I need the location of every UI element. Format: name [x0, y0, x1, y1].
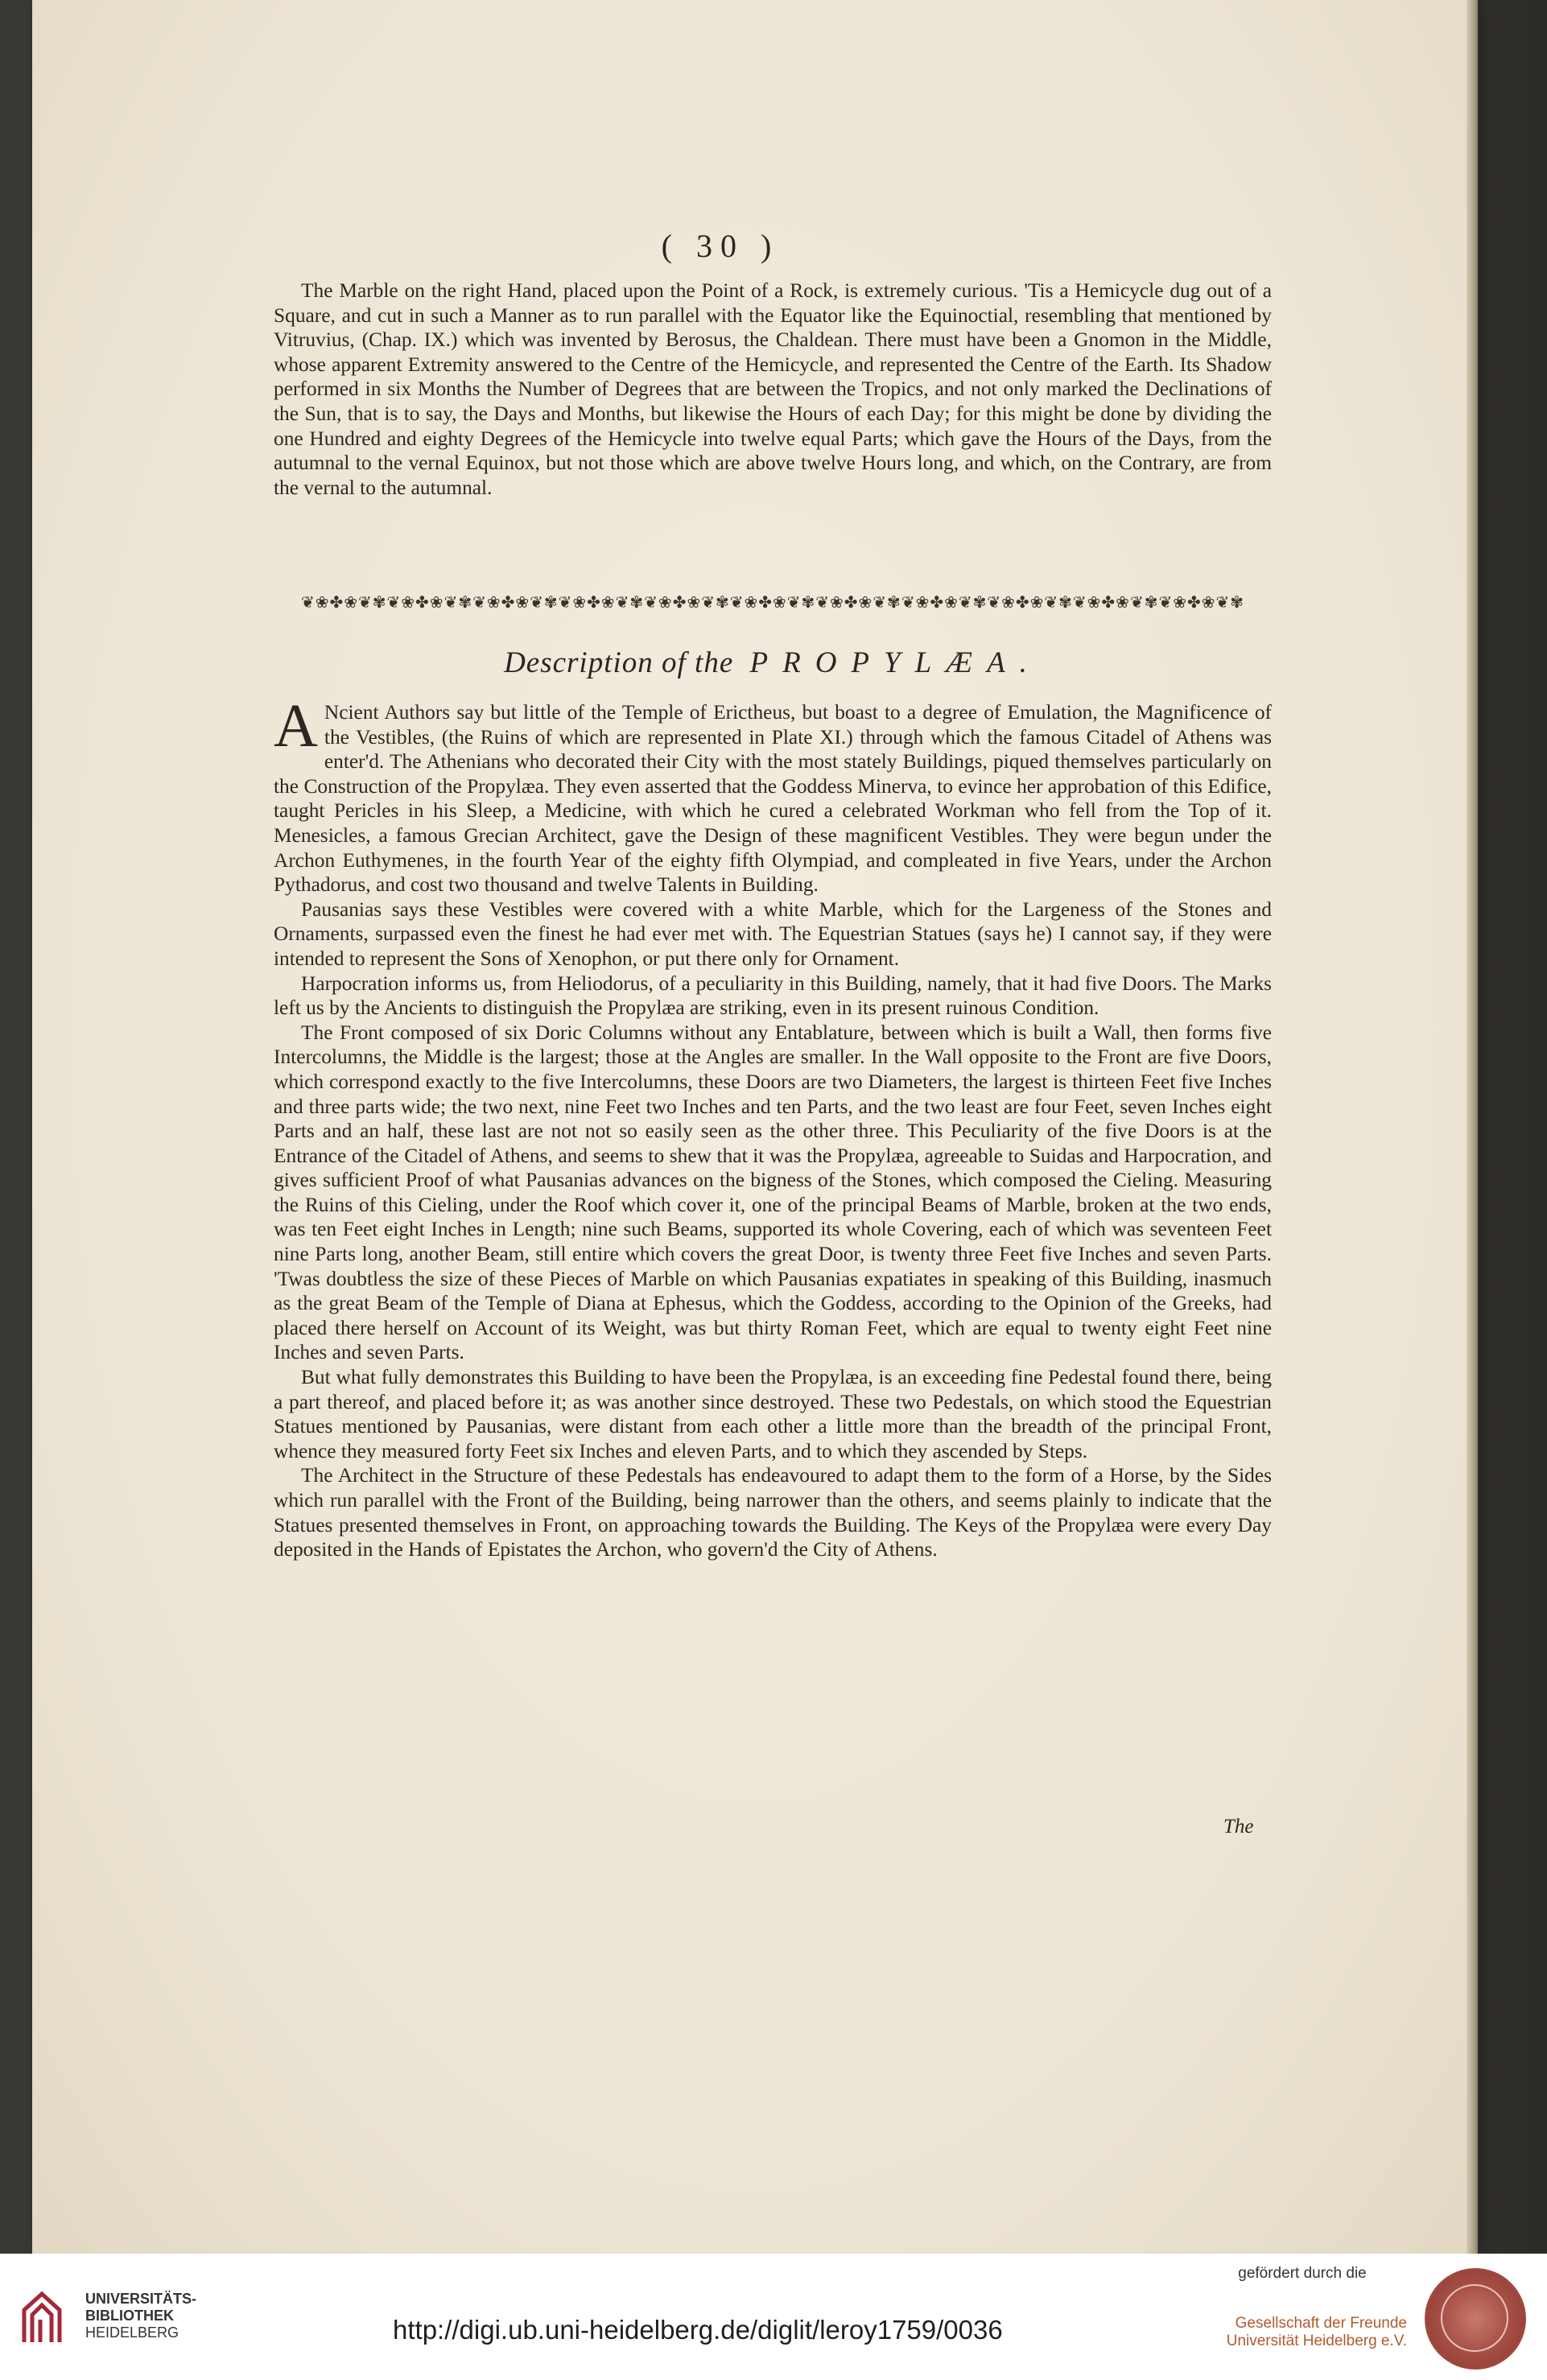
library-logo-icon: [18, 2286, 66, 2350]
catchword: The: [1223, 1816, 1254, 1838]
top-paragraph-block: [274, 278, 1272, 500]
section-title-caps: PROPYLÆA.: [749, 646, 1042, 679]
paragraph-1-text: Ncient Authors say but little of the Temple of Erictheus, but boast to a degree of Emulation, the Magnificence of the Vestibles, (the Ruins of which are represented in Plate XI.) through which the famous Citadel of Athens was enter'd. The Athenians who decorated their City with the most stately Buildings, piqued themselves particularly on the Construction of the Propylæa. They even asserted that the Goddess Minerva, to evince her approbation of this Edifice, taught Pericles in his Sleep, a Medicine, with which he cured a celebrated Workman who fell from the Top of it. Menesicles, a famous Grecian Architect, gave the Design of these magnificent Vestibles. They were begun under the Archon Euthymenes, in the fourth Year of the eighty fifth Olympiad, and compleated in five Years, under the Archon Pythadorus, and cost two thousand and twelve Talents in Building.: [274, 701, 1272, 897]
paragraph-5: But what fully demonstrates this Building to have been the Propylæa, is an exceeding fine Pedestal found there, being a part thereof, and placed before it; as was another since destroyed. These two Pedestals, on which stood the Equestrian Statues mentioned by Pausanias, were distant from each other a little more than the breadth of the principal Front, whence they measured forty Feet six Inches and eleven Parts, and to which they ascended by Steps.: [274, 1366, 1272, 1462]
seal-ring: [1441, 2284, 1508, 2352]
main-text-block: [274, 692, 1272, 1562]
permalink-url[interactable]: http://digi.ub.uni-heidelberg.de/diglit/leroy1759/0036: [393, 2315, 1003, 2345]
sponsor-line2: Universität Heidelberg e.V.: [1226, 2333, 1407, 2349]
page-number: ( 30 ): [661, 228, 780, 264]
ornamental-rule: ❦❀✤❀❦✾❦❀✤❀❦✾❦❀✤❀❦✾❦❀✤❀❦✾❦❀✤❀❦✾❦❀✤❀❦✾❦❀✤❀❦✾❦❀✤❀❦✾❦❀✤❀❦✾❦❀✤❀❦✾❦❀✤❀❦✾: [300, 594, 1244, 612]
sponsor-line1: Gesellschaft der Freunde: [1235, 2315, 1407, 2332]
paragraph-6: The Architect in the Structure of these Pedestals has endeavoured to adapt them to the form of a Horse, by the Sides which run parallel with the Front of the Building, being narrower than the others, and seems plainly to indicate that the Statues presented themselves in Front, on approaching towards the Building. The Keys of the Propylæa were every Day deposited in the Hands of Epistates the Archon, who govern'd the City of Athens.: [274, 1464, 1272, 1561]
paragraph-3: Harpocration informs us, from Heliodorus, of a peculiarity in this Building, namely, that it had five Doors. The Marks left us by the Ancients to distinguish the Propylæa are striking, even in its present ruinous Condition.: [274, 971, 1272, 1020]
section-title-prefix: Description of the: [504, 646, 734, 679]
library-name-line2: BIBLIOTHEK: [85, 2308, 174, 2324]
library-name: [85, 2291, 196, 2341]
drop-cap: A: [274, 692, 318, 760]
library-name-line3: HEIDELBERG: [85, 2324, 179, 2341]
top-paragraph: The Marble on the right Hand, placed upon the Point of a Rock, is extremely curious. 'Tis a Hemicycle dug out of a Square, and cut in such a Manner as to run parallel with the Equator like the Equinoctial, resembling that mentioned by Vitruvius, (Chap. IX.) which was invented by Berosus, the Chaldean. There must have been a Gnomon in the Middle, whose apparent Extremity answered to the Centre of the Hemicycle, and represented the Centre of the Earth. Its Shadow performed in six Months the Number of Degrees that are between the Tropics, and not only marked the Declinations of the Sun, that is to say, the Days and Months, but likewise the Hours of each Day; for this might be done by dividing the one Hundred and eighty Degrees of the Hemicycle into twelve equal Parts; which gave the Hours of the Days, from the autumnal to the vernal Equinox, but not those which are above twelve Hours long, and which, on the Contrary, are from the vernal to the autumnal.: [274, 279, 1272, 499]
sponsor-prefix: gefördert durch die: [1238, 2265, 1367, 2282]
library-name-line1: UNIVERSITÄTS-: [85, 2291, 197, 2307]
paragraph-2: Pausanias says these Vestibles were covered with a white Marble, which for the Largeness of the Stones and Ornaments, surpassed even the finest he had ever met with. The Equestrian Statues (says he) I cannot say, if they were intended to represent the Sons of Xenophon, or put there only for Ornament.: [274, 897, 1272, 970]
paragraph-1: [274, 692, 1272, 897]
sponsor-block: [1198, 2265, 1407, 2350]
paragraph-4: The Front composed of six Doric Columns without any Entablature, between which is built a Wall, then forms five Intercolumns, the Middle is the largest; those at the Angles are smaller. In the Wall opposite to the Front are five Doors, which correspond exactly to the five Intercolumns, these Doors are two Diameters, the largest is thirteen Feet five Inches and three parts wide; the two next, nine Feet two Inches and ten Parts, and the two least are four Feet, seven Inches eight Parts and an half, these last are not not so easily seen as the other three. This Peculiarity of the five Doors is at the Entrance of the Citadel of Athens, and seems to shew that it was the Propylæa, agreeable to Suidas and Harpocration, and gives sufficient Proof of what Pausanias advances on the bigness of the Stones, which composed the Cieling. Measuring the Ruins of this Cieling, under the Roof which cover it, one of the principal Beams of Marble, broken at the two ends, was ten Feet eight Inches in Length; nine such Beams, supported its whole Covering, each of which was seventeen Feet nine Parts long, another Beam, still entire which covers the great Door, is twenty three Feet five Inches and seven Parts. 'Twas doubtless the size of these Pieces of Marble on which Pausanias expatiates in speaking of this Building, inasmuch as the great Beam of the Temple of Diana at Ephesus, which the Goddess, according to the Opinion of the Greeks, had placed there herself on Account of its Weight, was but thirty Roman Feet, which are equal to twenty eight Feet nine Inches and seven Parts.: [274, 1021, 1272, 1364]
page-edge: [1467, 0, 1478, 2254]
digitization-footer: [0, 2254, 1547, 2380]
section-title: [274, 646, 1272, 680]
